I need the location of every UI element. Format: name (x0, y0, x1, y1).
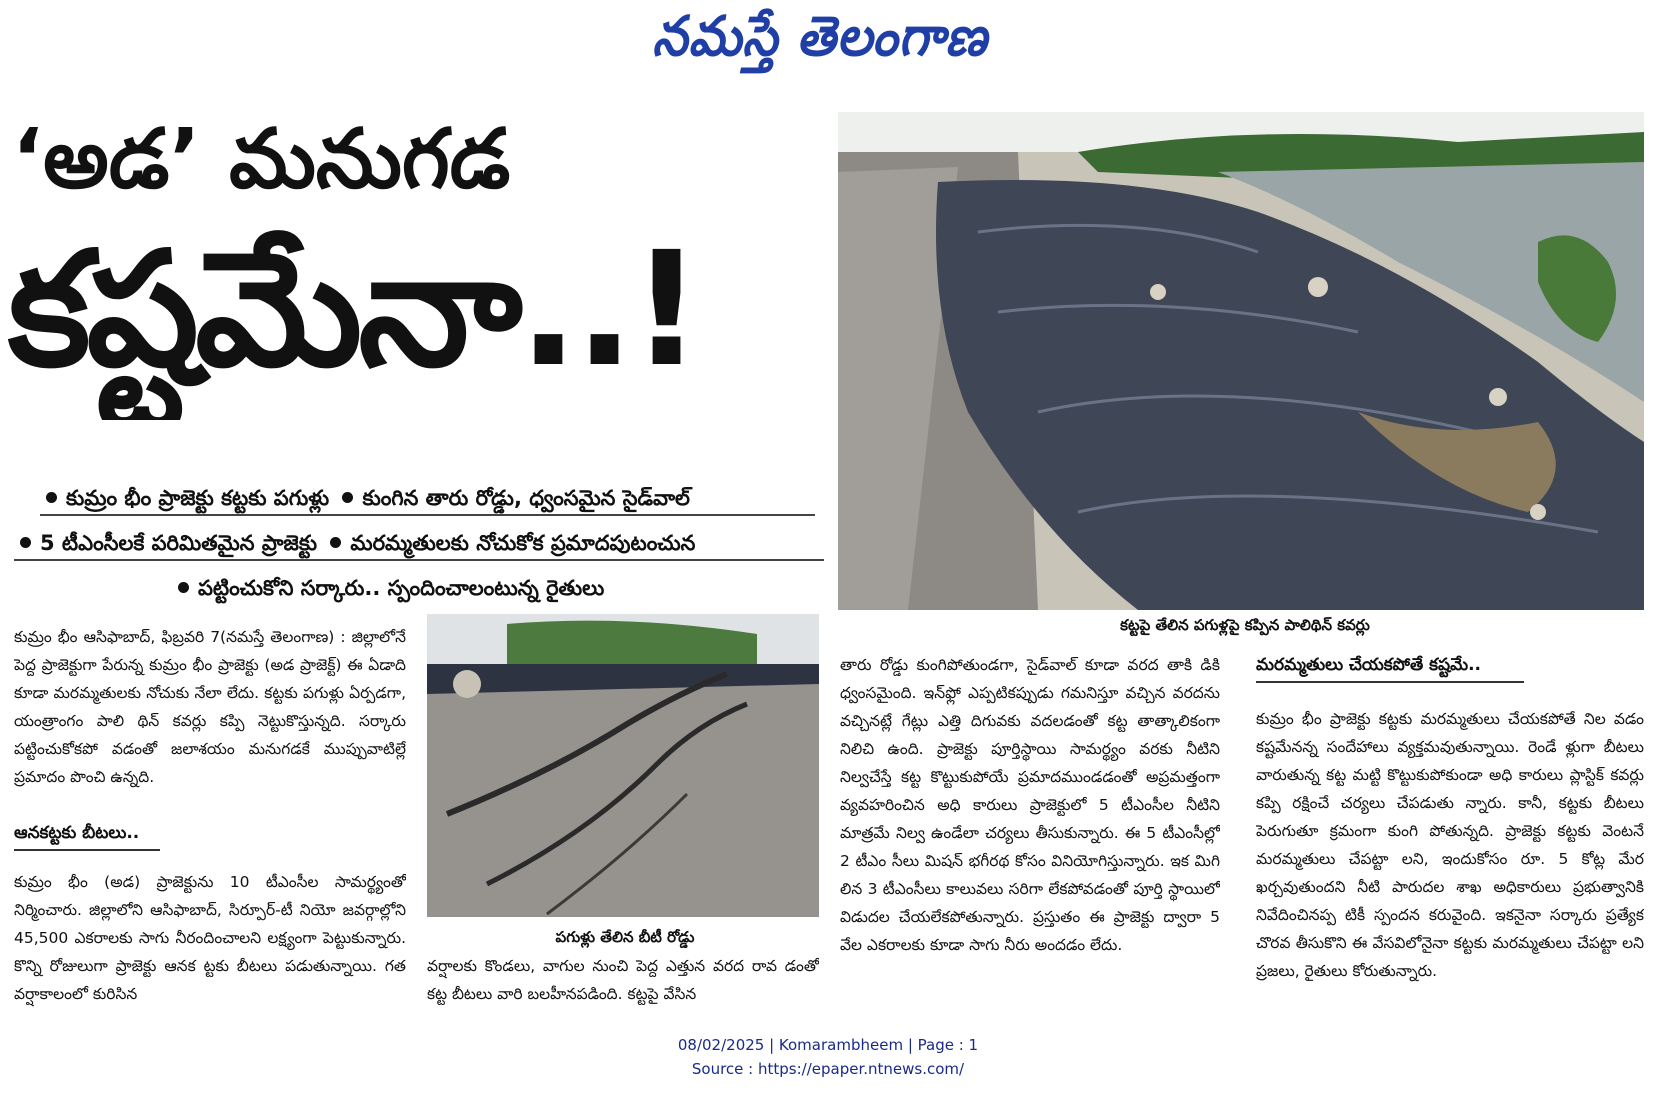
article-column-2: వర్షాలకు కొండలు, వాగుల నుంచి పెద్ద ఎత్తున వరద రావ డంతో కట్ట బీటలు వారి బలహీనపడింది. కట్టపై వేసిన (427, 957, 819, 1003)
bullet-dot (46, 492, 57, 503)
bullet-dot (20, 537, 31, 548)
headline-line-1: ‘అడ’ మనుగడ (12, 112, 511, 207)
article-column-1-body: కుమ్రం భీం (అడ) ప్రాజెక్టును 10 టీఎంసీల సామర్థ్యంతో నిర్మించారు. జిల్లాలోని ఆసిఫాబాద్, సిర్పూర్-టీ నియో జవర్గాల్లోని 45,500 ఎకరాలకు సాగు నీరందించాలని లక్ష్యంగా పెట్టుకున్నారు. కొన్ని రోజులుగా ప్రాజెక్టు ఆనక ట్టకు బీటలు పడుతున్నాయి. గత వర్షాకాలంలో కురిసిన (14, 873, 406, 1003)
headline-line-2: కష్టమేనా..! (8, 218, 699, 402)
section-heading-anakatta: ఆనకట్టకు బీటలు.. (14, 823, 160, 851)
bullet-dot (342, 492, 353, 503)
article-column-4: కుమ్రం భీం ప్రాజెక్టు కట్టకు మరమ్మతులు చేయకపోతే నిల వడం కష్టమేనన్న సందేహాలు వ్యక్తమవుతున్నాయి. రెండే ళ్లుగా బీటలు వారుతున్న కట్ట మట్టి కొట్టుకుపోకుండా అధి కారులు ప్లాస్టిక్ కవర్లు కప్పి రక్షించే చర్యలు చేపడుతు న్నారు. కానీ, కట్టకు బీటలు పెరుగుతూ క్రమంగా కుంగి పోతున్నది. ప్రాజెక్టు కట్టకు వెంటనే మరమ్మతులు చేపట్టా లని, ఇందుకోసం రూ. 5 కోట్ల మేర ఖర్చవుతుందని నీటి పారుదల శాఖ అధికారులు ప్రభుత్వానికి నివేదించినప్ప టికీ స్పందన కరువైంది. ఇకనైనా సర్కారు ప్రత్యేక చొరవ తీసుకొని ఈ వేసవిలోనైనా కట్టకు మరమ్మతులు చేపట్టా లని ప్రజలు, రైతులు కోరుతున్నారు. (1256, 710, 1644, 980)
footer-source: Source : https://epaper.ntnews.com/ (691, 1060, 965, 1078)
section-heading-repairs: మరమ్మతులు చేయకపోతే కష్టమే.. (1256, 655, 1524, 683)
subhead-1: కుమ్రం భీం ప్రాజెక్టు కట్టకు పగుళ్లు కుంగిన తారు రోడ్డు, ధ్వంసమైన సైడ్‌వాల్ (40, 482, 815, 516)
footer-date-page: 08/02/2025 | Komarambheem | Page : 1 (677, 1036, 979, 1054)
article-column-1 (14, 623, 406, 813)
main-photo-dam-polythene (838, 112, 1644, 610)
masthead-title: నమస్తే తెలంగాణ (652, 3, 988, 68)
small-photo-cracked-road (427, 614, 819, 917)
bullet-dot (178, 582, 189, 593)
article-column-3: తారు రోడ్డు కుంగిపోతుండగా, సైడ్‌వాల్ కూడా వరద తాకి డికి ధ్వంసమైంది. ఇన్‌ఫ్లో ఎప్పటికప్పుడు గమనిస్తూ వచ్చిన వరదను వచ్చినట్లే గేట్లు ఎత్తి దిగువకు వదలడంతో కట్ట తాత్కాలికంగా నిలిచి ఉంది. ప్రాజెక్టు పూర్తిస్థాయి సామర్థ్యం వరకు నీటిని నిల్వచేస్తే కట్ట కొట్టుకుపోయే ప్రమాదముండడంతో అప్రమత్తంగా వ్యవహరించిన అధి కారులు ప్రాజెక్టులో 5 టీఎంసీల నీటిని మాత్రమే నిల్వ ఉండేలా చర్యలు తీసుకున్నారు. ఈ 5 టీఎంసీల్లో 2 టీఎం సీలు మిషన్ భగీరథ కోసం వినియోగిస్తున్నారు. ఇక మిగి లిన 3 టీఎంసీలు కాలువలు సరిగా లేకపోవడంతో పూర్తి స్థాయిలో విడుదల చేయలేకపోతున్నారు. ప్రస్తుతం ఈ ప్రాజెక్టు ద్వారా 5 వేల ఎకరాలకు కూడా సాగు నీరు అందడం లేదు. (840, 656, 1220, 954)
bullet-dot (330, 537, 341, 548)
subhead-2: 5 టీఎంసీలకే పరిమితమైన ప్రాజెక్టు మరమ్మతులకు నోచుకోక ప్రమాదపుటంచున (14, 527, 824, 561)
main-photo-caption: కట్టపై తేలిన పగుళ్లపై కప్పిన పాలిథిన్ కవర్లు (1120, 616, 1370, 634)
subhead-3: పట్టించుకోని సర్కారు.. స్పందించాలంటున్న రైతులు (172, 572, 692, 606)
small-photo-caption: పగుళ్లు తేలిన బీటీ రోడ్డు (555, 928, 695, 946)
article-intro: కుమ్రం భీం ఆసిఫాబాద్, ఫిబ్రవరి 7(నమస్తే తెలంగాణ) : జిల్లాలోనే పెద్ద ప్రాజెక్టుగా పేరున్న కుమ్రం భీం ప్రాజెక్టు (అడ ప్రాజెక్ట్) ఈ ఏడాది కూడా మరమ్మతులకు నోచుకు నేలా లేదు. కట్టకు పగుళ్లు ఏర్పడగా, యంత్రాంగం పాలి థిన్ కవర్లు కప్పి నెట్టుకొస్తున్నది. సర్కారు పట్టించుకోకపో వడంతో జలాశయం మనుగడకే ముప్పువాటిల్లే ప్రమాదం పొంచి ఉన్నది. (14, 628, 406, 786)
masthead-logo (600, 3, 1040, 78)
